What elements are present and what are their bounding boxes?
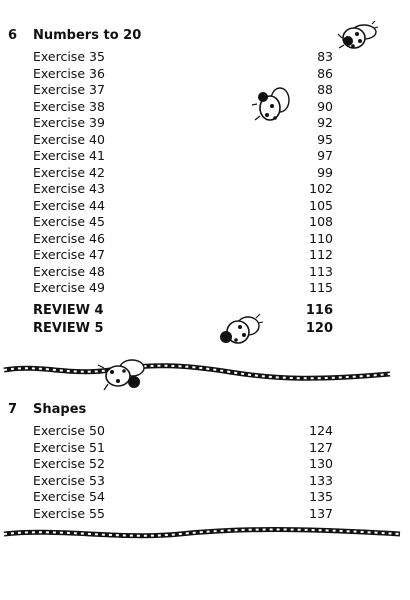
chapter-number: 7 bbox=[8, 402, 18, 417]
entry-page: 90 bbox=[317, 98, 333, 114]
toc-row[interactable] bbox=[33, 49, 333, 65]
entry-page: 133 bbox=[309, 472, 333, 488]
toc-row[interactable] bbox=[33, 132, 333, 148]
entry-page: 86 bbox=[317, 65, 333, 81]
review-label: REVIEW 5 bbox=[33, 321, 104, 336]
entry-page: 124 bbox=[309, 423, 333, 438]
toc-row[interactable] bbox=[33, 165, 333, 181]
entry-label: Exercise 53 bbox=[33, 472, 105, 488]
review-page: 116 bbox=[305, 303, 333, 318]
rope-divider bbox=[0, 362, 410, 388]
ladybug-icon bbox=[96, 354, 152, 394]
toc-row[interactable] bbox=[33, 456, 333, 472]
entry-label: Exercise 48 bbox=[33, 263, 105, 279]
toc-row[interactable] bbox=[33, 473, 333, 489]
toc-row[interactable] bbox=[33, 66, 333, 82]
review-page: 120 bbox=[305, 321, 333, 336]
entry-label: Exercise 44 bbox=[33, 197, 105, 213]
entry-label: Exercise 54 bbox=[33, 489, 105, 504]
rope-divider bbox=[0, 524, 410, 544]
ladybug-icon bbox=[250, 84, 294, 130]
toc-row[interactable] bbox=[33, 247, 333, 263]
entry-label: Exercise 36 bbox=[33, 65, 105, 81]
toc-row[interactable] bbox=[33, 489, 333, 505]
entry-label: Exercise 41 bbox=[33, 148, 105, 163]
entry-page: 110 bbox=[309, 230, 333, 246]
entry-page: 97 bbox=[317, 148, 333, 163]
toc-row[interactable] bbox=[33, 214, 333, 230]
toc-row[interactable] bbox=[33, 264, 333, 280]
entry-label: Exercise 38 bbox=[33, 98, 105, 114]
entry-label: Exercise 42 bbox=[33, 164, 105, 180]
entry-label: Exercise 51 bbox=[33, 439, 105, 455]
entry-page: 130 bbox=[309, 456, 333, 471]
entry-label: Exercise 46 bbox=[33, 230, 105, 246]
entry-label: Exercise 52 bbox=[33, 456, 105, 471]
toc-row[interactable] bbox=[33, 198, 333, 214]
toc-row[interactable] bbox=[33, 506, 333, 522]
toc-row[interactable] bbox=[33, 440, 333, 456]
entry-page: 83 bbox=[317, 49, 333, 64]
entry-page: 88 bbox=[317, 82, 333, 97]
entry-page: 135 bbox=[309, 489, 333, 504]
entry-label: Exercise 55 bbox=[33, 505, 105, 521]
entry-page: 92 bbox=[317, 115, 333, 130]
review-row[interactable] bbox=[33, 303, 333, 319]
toc-row[interactable] bbox=[33, 231, 333, 247]
entry-label: Exercise 35 bbox=[33, 49, 105, 64]
entry-label: Exercise 47 bbox=[33, 247, 105, 262]
entry-page: 99 bbox=[317, 164, 333, 180]
entry-page: 127 bbox=[309, 439, 333, 455]
entry-page: 137 bbox=[309, 505, 333, 521]
entry-page: 112 bbox=[309, 247, 333, 262]
toc-row[interactable] bbox=[33, 423, 333, 439]
entry-page: 113 bbox=[309, 263, 333, 279]
entry-page: 115 bbox=[309, 280, 333, 295]
entry-label: Exercise 50 bbox=[33, 423, 105, 438]
entry-page: 108 bbox=[309, 214, 333, 229]
entry-label: Exercise 37 bbox=[33, 82, 105, 97]
toc-row[interactable] bbox=[33, 181, 333, 197]
toc-row[interactable] bbox=[33, 280, 333, 296]
review-label: REVIEW 4 bbox=[33, 303, 104, 318]
entry-label: Exercise 49 bbox=[33, 280, 105, 295]
entry-label: Exercise 43 bbox=[33, 181, 105, 196]
entry-label: Exercise 45 bbox=[33, 214, 105, 229]
entry-page: 102 bbox=[309, 181, 333, 196]
chapter-title: Shapes bbox=[33, 402, 87, 417]
ladybug-icon bbox=[334, 18, 380, 56]
entry-page: 95 bbox=[317, 131, 333, 147]
entry-label: Exercise 39 bbox=[33, 115, 105, 130]
entry-label: Exercise 40 bbox=[33, 131, 105, 147]
toc-row[interactable] bbox=[33, 148, 333, 164]
ladybug-icon bbox=[214, 310, 264, 352]
review-row[interactable] bbox=[33, 321, 333, 337]
chapter-number: 6 bbox=[8, 28, 18, 43]
chapter-title: Numbers to 20 bbox=[33, 28, 142, 43]
entry-page: 105 bbox=[309, 197, 333, 213]
